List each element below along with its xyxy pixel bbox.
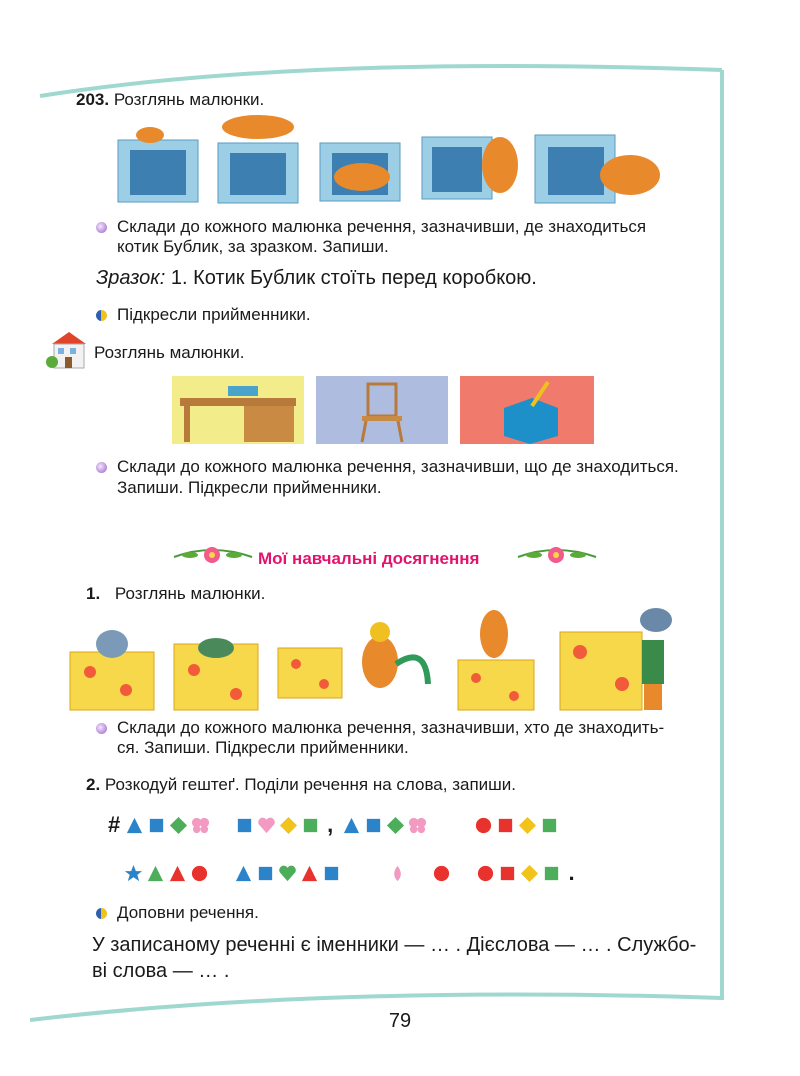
moon-green-icon: [344, 864, 363, 883]
square-blue-icon: [364, 816, 383, 835]
task-number: 1.: [86, 584, 101, 603]
home-instruction-line-1: Склади до кожного малюнка речення, зазначивши, що де знаходиться.: [117, 457, 679, 476]
box-fox-on-top: [458, 610, 534, 710]
code-group: [125, 816, 323, 833]
sentence-line-2: ві слова — … .: [92, 960, 230, 982]
moon-blue-icon: [430, 816, 449, 835]
section-title: Мої навчальні досягнення: [258, 549, 480, 568]
exercise-number: 203.: [76, 90, 110, 109]
small-box: [278, 648, 342, 698]
butterfly-pink-icon: [408, 816, 427, 835]
instruction-line-2: котик Бублик, за зразком. Запиши.: [117, 237, 389, 256]
task-text: Розкодуй гештеґ. Поділи речення на слова, запиши.: [104, 775, 517, 794]
box-cat-on-top: [70, 630, 154, 710]
triangle-blue-icon: [234, 864, 253, 883]
box-4: [422, 137, 518, 199]
instruction-line-1: Склади до кожного малюнка речення, зазначивши, де знаходиться: [117, 217, 647, 236]
triangle-red-icon: [300, 864, 319, 883]
moon-yellow-icon: [454, 864, 473, 883]
bullet-icon: [96, 908, 107, 919]
square-blue-icon: [256, 864, 275, 883]
circle-red-icon: [190, 864, 209, 883]
box-3: [320, 143, 400, 201]
square-blue-icon: [322, 864, 341, 883]
heart-green-icon: [278, 864, 297, 883]
page-number: 79: [388, 1010, 412, 1032]
diamond-yellow-icon: [279, 816, 298, 835]
flower-ornament-right: [516, 543, 598, 571]
triangle-red-icon: [168, 864, 187, 883]
square-green-icon: [301, 816, 320, 835]
task-number: 2.: [86, 775, 101, 794]
hash-symbol: #: [108, 812, 121, 837]
drop-pink-icon: [388, 864, 407, 883]
box-5: [535, 135, 660, 203]
house-icon: [46, 330, 92, 372]
square-blue-icon: [147, 816, 166, 835]
heart-pink-icon: [257, 816, 276, 835]
task-1-header: [86, 583, 265, 605]
triangle-green-icon: [146, 864, 165, 883]
exercise-203-header: [76, 89, 264, 111]
box-cat-inside: [174, 638, 258, 710]
task-text: Розглянь малюнки.: [114, 584, 266, 603]
cat-boxes-illustration: [110, 115, 670, 205]
flower-ornament-left: [172, 543, 254, 571]
complete-instruction: Доповни речення.: [117, 903, 259, 922]
hashtag-code-row-2: [124, 860, 575, 884]
moon-pink-icon: [366, 864, 385, 883]
diamond-yellow-icon: [518, 816, 537, 835]
square-green-icon: [542, 864, 561, 883]
moon-yellow-icon: [213, 816, 232, 835]
circle-red-icon: [432, 864, 451, 883]
bullet-icon: [96, 310, 107, 321]
underline-instruction: Підкресли прийменники.: [117, 305, 311, 324]
box-1: [118, 127, 198, 202]
home-instruction-line-2: Запиши. Підкресли прийменники.: [117, 478, 382, 497]
rooster: [362, 622, 428, 688]
square-green-icon: [540, 816, 559, 835]
square-blue-icon: [235, 816, 254, 835]
big-box-wolf: [560, 608, 672, 710]
circle-red-icon: [474, 816, 493, 835]
square-red-icon: [498, 864, 517, 883]
butterfly-pink-icon: [191, 816, 210, 835]
sample-sentence: [96, 265, 537, 291]
sentence-line-1: У записаному реченні є іменники — … . Дієслова — … . Службо-: [92, 934, 697, 956]
task1-instruction-line-1: Склади до кожного малюнка речення, зазначивши, хто де знаходить-: [117, 718, 665, 737]
period-symbol: .: [568, 860, 575, 885]
hashtag-code-row-1: [108, 812, 562, 836]
bullet-icon: [96, 222, 107, 233]
circle-red-icon: [476, 864, 495, 883]
sample-label: Зразок:: [96, 267, 166, 289]
moon-yellow-icon: [212, 864, 231, 883]
star-blue-icon: [124, 864, 143, 883]
triangle-blue-icon: [125, 816, 144, 835]
home-task-title: Розглянь малюнки.: [94, 343, 245, 362]
bullet-icon: [96, 462, 107, 473]
box-2: [218, 115, 298, 203]
diamond-green-icon: [386, 816, 405, 835]
diamond-yellow-icon: [520, 864, 539, 883]
task-2-header: [86, 774, 516, 796]
furniture-illustration: [172, 376, 594, 444]
code-group: [342, 816, 562, 833]
moon-blue-icon: [410, 864, 429, 883]
code-group: [124, 864, 564, 881]
sample-text: 1. Котик Бублик стоїть перед коробкою.: [170, 267, 537, 289]
exercise-task: Розглянь малюнки.: [113, 90, 265, 109]
task1-instruction-line-2: ся. Запиши. Підкресли прийменники.: [117, 738, 409, 757]
chair-panel: [316, 376, 448, 444]
comma-symbol: ,: [327, 812, 334, 837]
yellow-boxes-illustration: [66, 604, 706, 714]
moon-green-icon: [452, 816, 471, 835]
triangle-blue-icon: [342, 816, 361, 835]
square-red-icon: [496, 816, 515, 835]
bullet-icon: [96, 723, 107, 734]
diamond-green-icon: [169, 816, 188, 835]
